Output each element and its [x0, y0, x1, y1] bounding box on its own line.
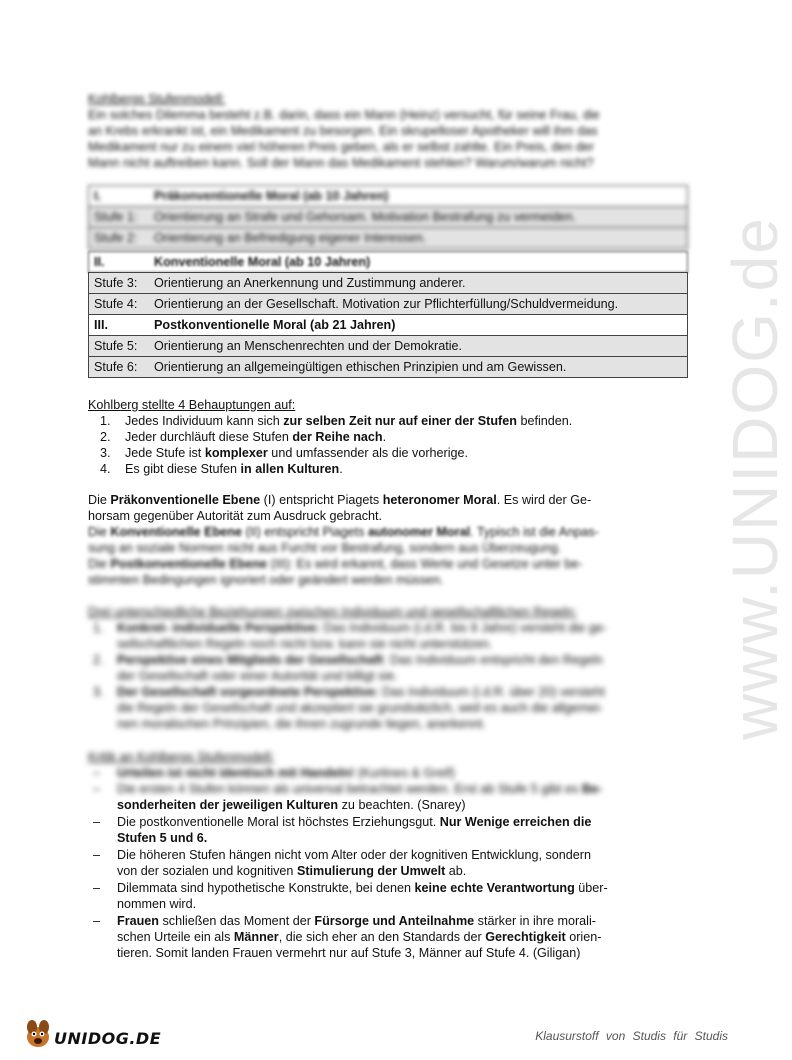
table-row [89, 207, 688, 228]
intro-line: Medikament nur zu einem viel höheren Preis geben, als er selbst zahlte. Ein Preis, den der [88, 140, 595, 154]
levels-line: Die Präkonventionelle Ebene (I) entspricht Piagets heteronomer Moral. Es wird der Ge- [88, 493, 592, 507]
unidog-logo[interactable] [22, 1015, 162, 1051]
critique-item: Stufen 5 und 6. [117, 831, 208, 845]
row-text: Präkonventionelle Moral (ab 10 Jahren) [149, 186, 688, 207]
list-item: Der Gesellschaft vorgeordnete Perspektive: Das Individuum (i.d.R. über 20) versteht [117, 685, 605, 699]
table-row [89, 273, 688, 294]
row-text: Postkonventionelle Moral (ab 21 Jahren) [149, 315, 688, 336]
list-number: 1. [93, 621, 104, 635]
logo-text: UNIDOG.DE [54, 1029, 162, 1048]
dash: – [93, 848, 101, 862]
dash: – [93, 782, 101, 796]
list-item: Konkret- individuelle Perspektive: Das Individuum (i.d.R. bis 9 Jahre) versteht die ge- [117, 621, 607, 635]
table-row [89, 315, 688, 336]
dash: – [93, 815, 101, 829]
levels-line: Die Konventionelle Ebene (II) entspricht Piagets autonomer Moral. Typisch ist die Anpas- [88, 525, 599, 539]
table-row [89, 357, 688, 378]
list-item: 1. Jedes Individuum kann sich zur selben Zeit nur auf einer der Stufen befinden. [100, 414, 573, 428]
critique-item: schen Urteile ein als Männer, die sich eher an den Standards der Gerechtigkeit orien- [117, 930, 602, 944]
list-item: 2. Jeder durchläuft diese Stufen der Reihe nach. [100, 430, 387, 444]
row-text: Orientierung an Menschenrechten und der Demokratie. [149, 336, 688, 357]
watermark-text: www.UNIDOG.de [719, 216, 791, 740]
levels-line: horsam gegenüber Autorität zum Ausdruck gebracht. [88, 509, 383, 523]
critique-item: sonderheiten der jeweiligen Kulturen zu beachten. (Snarey) [117, 798, 466, 812]
list-number: 3. [93, 685, 104, 699]
row-text: Konventionelle Moral (ab 10 Jahren) [149, 252, 688, 273]
stages-table-blurred [88, 185, 688, 249]
stages-table [88, 272, 688, 378]
critique-item: tieren. Somit landen Frauen vermehrt nur auf Stufe 3, Männer auf Stufe 4. (Giligan) [117, 946, 581, 960]
critique-heading: Kritik an Kohlbergs Stufenmodell: [88, 750, 275, 764]
levels-line: Die Postkonventionelle Ebene (III): Es wird erkannt, dass Werte und Gesetze unter be- [88, 557, 583, 571]
list-item: der Gesellschaft oder einer Autorität und billigt sie. [117, 669, 398, 683]
critique-item: nommen wird. [117, 897, 197, 911]
dash: – [93, 766, 101, 780]
row-label: Stufe 1: [89, 207, 150, 228]
claims-heading: Kohlberg stellte 4 Behauptungen auf: [88, 398, 296, 412]
list-item: nen moralischen Prinzipien, die ihnen zugrunde liegen, anerkennt. [117, 717, 486, 731]
row-label: Stufe 4: [89, 294, 150, 315]
dash: – [93, 881, 101, 895]
table-row [89, 186, 688, 207]
row-label: II. [89, 252, 150, 273]
list-item: die Regeln der Gesellschaft und akzeptiert sie grundsätzlich, weil es auch die allgemei- [117, 701, 603, 715]
intro-heading: Kohlbergs Stufenmodell: [88, 92, 226, 106]
row-label: Stufe 2: [89, 228, 150, 249]
row-text: Orientierung an allgemeingültigen ethischen Prinzipien und am Gewissen. [149, 357, 688, 378]
list-number: 2. [93, 653, 104, 667]
row-text: Orientierung an Strafe und Gehorsam. Motivation Bestrafung zu vermeiden. [149, 207, 688, 228]
row-text: Orientierung an der Gesellschaft. Motivation zur Pflichterfüllung/Schuldvermeidung. [149, 294, 688, 315]
critique-item: Frauen schließen das Moment der Fürsorge und Anteilnahme stärker in ihre morali- [117, 914, 596, 928]
table-row [89, 294, 688, 315]
table-row [89, 228, 688, 249]
row-label: I. [89, 186, 150, 207]
row-text: Orientierung an Anerkennung und Zustimmung anderer. [149, 273, 688, 294]
row-label: Stufe 5: [89, 336, 150, 357]
row-label: Stufe 3: [89, 273, 150, 294]
row-label: Stufe 6: [89, 357, 150, 378]
stages-table-transition [88, 251, 688, 273]
list-item: 3. Jede Stufe ist komplexer und umfassender als die vorherige. [100, 446, 469, 460]
intro-line: Ein solches Dilemma besteht z.B. darin, dass ein Mann (Heinz) versucht, für seine Frau, die [88, 108, 600, 122]
dash: – [93, 914, 101, 928]
list-item: 4. Es gibt diese Stufen in allen Kulturen. [100, 462, 343, 476]
list-item: Perspektive eines Mitglieds der Gesellschaft: Das Individuum entspricht den Regeln [117, 653, 603, 667]
list-item: sellschaftlichen Regeln noch nicht bzw. kann sie nicht unterstützen. [117, 637, 493, 651]
row-text: Orientierung an Befriedigung eigener Interessen. [149, 228, 688, 249]
critique-item: von der sozialen und kognitiven Stimulierung der Umwelt ab. [117, 864, 467, 878]
critique-item: Die ersten 4 Stufen können als universal betrachtet werden. Erst ab Stufe 5 gibt es Be- [117, 782, 603, 796]
table-row [89, 336, 688, 357]
perspectives-heading: Drei unterschiedliche Beziehungen zwischen Individuum und gesellschaftlichen Regeln: [88, 605, 577, 619]
intro-line: Mann nicht auftreiben kann. Soll der Mann das Medikament stehlen? Warum/warum nicht? [88, 156, 594, 170]
row-label: III. [89, 315, 150, 336]
critique-item: Dilemmata sind hypothetische Konstrukte, bei denen keine echte Verantwortung über- [117, 881, 608, 895]
critique-item: Urteilen ist nicht identisch mit Handeln! (Kurtines & Greif) [117, 766, 455, 780]
critique-item: Die höheren Stufen hängen nicht vom Alter oder der kognitiven Entwicklung, sondern [117, 848, 591, 862]
footer-slogan: Klausurstoff von Studis für Studis [535, 1029, 728, 1043]
levels-line: sung an soziale Normen nicht aus Furcht vor Bestrafung, sondern aus Überzeugung. [88, 541, 562, 555]
intro-line: an Krebs erkrankt ist, ein Medikament zu besorgen. Ein skrupelloser Apotheker will ihm das [88, 124, 598, 138]
critique-item: Die postkonventionelle Moral ist höchstes Erziehungsgut. Nur Wenige erreichen die [117, 815, 592, 829]
levels-line: stimmten Bedingungen ignoriert oder geändert werden müssen. [88, 573, 444, 587]
table-row [89, 252, 688, 273]
